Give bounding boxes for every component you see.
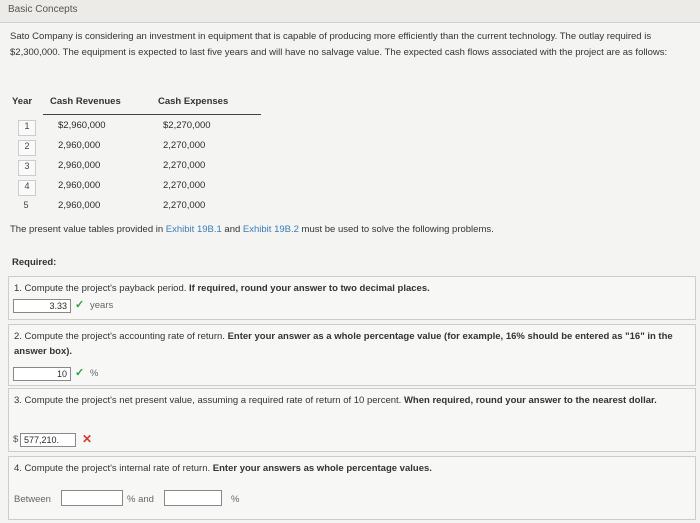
year-cell: 3 — [18, 160, 36, 176]
revenue-cell: $2,960,000 — [58, 120, 106, 131]
expense-cell: $2,270,000 — [163, 120, 211, 131]
question-1-instruction: If required, round your answer to two decimal places. — [189, 283, 430, 294]
year-cell: 2 — [18, 140, 36, 156]
table-row — [8, 180, 258, 198]
question-2-instruction: Enter your answer as a whole percentage value (for example, 16% should be entered as "16" in the answer box). — [14, 331, 673, 357]
question-1-prompt: 1. Compute the project's payback period. — [14, 283, 190, 294]
year-cell: 4 — [18, 180, 36, 196]
between-label: Between — [14, 494, 51, 505]
expense-cell: 2,270,000 — [163, 140, 206, 151]
required-label: Required: — [12, 257, 57, 268]
question-4-prompt: 4. Compute the project's internal rate of return. — [14, 463, 213, 474]
expense-cell: 2,270,000 — [163, 200, 206, 211]
question-4-box — [8, 456, 696, 520]
col-header-revenues: Cash Revenues — [50, 96, 121, 107]
expense-cell: 2,270,000 — [163, 160, 206, 171]
note-text-after: must be used to solve the following problems. — [298, 224, 494, 235]
net-present-value-input[interactable]: 577,210. — [20, 433, 76, 447]
check-icon: ✓ — [75, 299, 85, 311]
table-row — [8, 160, 258, 178]
question-4-text — [14, 461, 432, 476]
accounting-rate-input[interactable]: 10 — [13, 367, 71, 381]
question-2-box — [8, 324, 696, 386]
note-text-middle: and — [221, 224, 243, 235]
table-row — [8, 140, 258, 158]
question-3-instruction: When required, round your answer to the nearest dollar. — [403, 395, 657, 406]
question-4-instruction: Enter your answers as whole percentage values. — [212, 463, 432, 474]
year-cell: 5 — [23, 200, 29, 210]
revenue-cell: 2,960,000 — [58, 180, 101, 191]
revenue-cell: 2,960,000 — [58, 200, 101, 211]
question-2-prompt: 2. Compute the project's accounting rate of return. — [14, 331, 228, 342]
table-row — [8, 120, 258, 138]
note-text-before: The present value tables provided in — [10, 224, 166, 235]
irr-low-input[interactable] — [61, 490, 123, 506]
section-title: Basic Concepts — [8, 4, 78, 15]
revenue-cell: 2,960,000 — [58, 140, 101, 151]
currency-symbol: $ — [13, 434, 19, 445]
question-2-text — [14, 329, 694, 359]
payback-period-input[interactable]: 3.33 — [13, 299, 71, 313]
question-3-prompt: 3. Compute the project's net present value, assuming a required rate of return of 10 percent. — [14, 395, 404, 406]
table-row — [8, 200, 258, 218]
percent-unit: % — [90, 368, 99, 379]
question-1-box — [8, 276, 696, 320]
exhibit-19b1-link[interactable]: Exhibit 19B.1 — [165, 224, 222, 235]
col-header-expenses: Cash Expenses — [158, 96, 229, 107]
problem-intro: Sato Company is considering an investment in equipment that is capable of producing more efficiently than the current technology. The outlay required is $2,300,000. The equipment is expected to last five years and will have no salvage value. The expected cash flows associated with the project are as follows: — [10, 31, 668, 58]
problem-content — [0, 22, 700, 523]
expense-cell: 2,270,000 — [163, 180, 206, 191]
check-icon: ✓ — [75, 367, 85, 379]
irr-high-input[interactable] — [164, 490, 222, 506]
question-3-box — [8, 388, 696, 452]
question-3-text — [14, 393, 694, 408]
present-value-note — [10, 224, 494, 235]
percent-unit: % — [231, 494, 240, 505]
revenue-cell: 2,960,000 — [58, 160, 101, 171]
percent-and-label: % and — [127, 494, 154, 505]
col-header-year: Year — [12, 96, 33, 107]
question-1-text — [14, 281, 430, 296]
years-unit: years — [90, 300, 114, 311]
exhibit-19b2-link[interactable]: Exhibit 19B.2 — [242, 224, 299, 235]
section-header — [0, 0, 700, 23]
year-cell: 1 — [18, 120, 36, 136]
x-icon: ✕ — [82, 432, 93, 446]
header-divider — [43, 114, 261, 115]
